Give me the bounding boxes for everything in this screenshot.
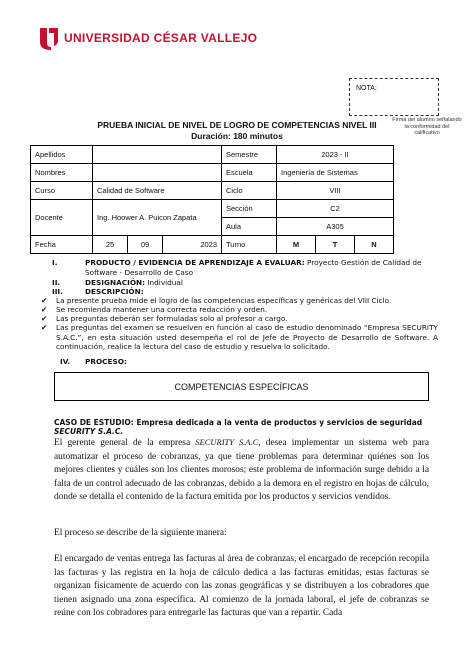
university-name: UNIVERSIDAD CÉSAR VALLEJO	[64, 31, 258, 45]
student-info-table	[30, 145, 394, 254]
fecha-day: 25	[93, 236, 128, 254]
turno-n: N	[355, 236, 394, 254]
apellidos-field[interactable]	[93, 146, 222, 164]
paragraph-2: El proceso se describe de la siguiente manera:	[54, 528, 227, 538]
list-item: La presente prueba mide el logro de las competencias específicas y genéricas del VIII Ciclo.	[56, 296, 392, 305]
section-iv	[85, 357, 127, 367]
competencias-box	[54, 372, 429, 401]
ciclo-label: Ciclo	[222, 182, 277, 200]
university-logo-icon	[38, 26, 60, 52]
fecha-label: Fecha	[31, 236, 93, 254]
seccion-value: C2	[277, 200, 394, 218]
turno-m: M	[277, 236, 316, 254]
section-iii-label: DESCRIPCIÓN:	[85, 287, 144, 296]
aula-label: Aula	[222, 218, 277, 236]
caso-heading	[54, 418, 444, 436]
section-iv-label: PROCESO:	[85, 357, 127, 366]
grade-box	[349, 78, 439, 116]
aula-value: A305	[277, 218, 394, 236]
paragraph-1	[54, 436, 429, 505]
fecha-month: 09	[128, 236, 163, 254]
seccion-label: Sección	[222, 200, 277, 218]
escuela-value: Ingeniería de Sistemas	[277, 164, 394, 182]
check-icon: ✔	[41, 323, 48, 332]
nombres-label: Nombres	[31, 164, 93, 182]
p1-company: SECURITY S.A.C	[195, 437, 259, 447]
curso-value: Calidad de Software	[93, 182, 222, 200]
caso-company: SECURITY S.A.C.	[54, 427, 124, 436]
section-i-value-2: Software - Desarrollo de Caso	[85, 267, 194, 277]
competencias-title: COMPETENCIAS ESPECÍFICAS	[174, 381, 309, 392]
turno-label: Turno	[222, 236, 277, 254]
list-item: Se recomienda mantener una correcta redacción y orden.	[56, 305, 268, 314]
ciclo-value: VIII	[277, 182, 394, 200]
curso-label: Curso	[31, 182, 93, 200]
section-i-label: PRODUCTO / EVIDENCIA DE APRENDIZAJE A EVALUAR:	[85, 258, 305, 267]
caso-prefix: CASO DE ESTUDIO: Empresa dedicada a la venta de productos y servicios de seguridad	[54, 418, 423, 427]
semestre-value: 2023 - II	[277, 146, 394, 164]
section-i-value: Proyecto Gestión de Calidad de	[304, 258, 422, 267]
duration: Duración: 180 minutos	[191, 131, 283, 141]
section-i	[85, 258, 445, 277]
section-iv-number: IV.	[60, 357, 71, 366]
docente-label: Docente	[31, 200, 93, 236]
nota-label: NOTA:	[356, 85, 377, 92]
check-icon: ✔	[41, 314, 48, 323]
list-item: Las preguntas deberán ser formuladas solo al profesor a cargo.	[56, 314, 288, 323]
fecha-year: 2023	[163, 236, 222, 254]
section-ii-value: Individual	[145, 278, 183, 287]
p1-start: El gerente general de la empresa	[54, 438, 196, 448]
escuela-label: Escuela	[222, 164, 277, 182]
check-icon: ✔	[41, 305, 48, 314]
semestre-label: Semestre	[222, 146, 277, 164]
p1-rest: , desea implementar un sistema web para automatizar el proceso de cobranzas, ya que tiene problemas para determinar quiénes son los mejores clientes y cuáles son los clientes morosos; este problema de información surge debido a la falta de un control adecuado de las cobranzas, debido a la demora en el registro en hojas de cálculo, donde se detalla el contenido de la factura emitida por los productos y servicios vendidos.	[54, 438, 429, 502]
list-item: Las preguntas del examen se resuelven en función al caso de estudio denominado “Empresa SECURITY S.A.C.”, en esta situación usted desempeña el rol de Jefe de Proyecto de Desarrollo de Software. A continuación, realice la lectura del caso de estudio y resuelva lo solicitado.	[56, 323, 438, 351]
page-title: PRUEBA INICIAL DE NIVEL DE LOGRO DE COMPETENCIAS NIVEL III	[97, 120, 377, 130]
section-ii-number: II.	[52, 278, 61, 287]
section-ii-label: DESIGNACIÓN:	[85, 278, 146, 287]
paragraph-3: El encargado de ventas entrega las facturas al área de cobranzas, el encargado de recepción recopila las facturas y las registra en la hoja de cálculo dedica a las facturas emitidas, estas facturas se organizan físicamente de acuerdo con las zonas geográficas y se distribuyen a los cobradores que tienen asignado una zona específica. Al comienzo de la jornada laboral, el jefe de cobranzas se reúne con los cobradores para entregarle las facturas que van a repartir. Cada	[54, 554, 429, 618]
signature-note: Firma del alumno señalando la conformidad del calificativo	[392, 117, 462, 136]
apellidos-label: Apellidos	[31, 146, 93, 164]
check-icon: ✔	[41, 296, 48, 305]
section-i-number: I.	[52, 258, 58, 267]
section-iii-number: III.	[52, 287, 63, 296]
docente-value: Ing. Hoower A. Puicon Zapata	[93, 200, 222, 236]
turno-t: T	[316, 236, 355, 254]
nombres-field[interactable]	[93, 164, 222, 182]
